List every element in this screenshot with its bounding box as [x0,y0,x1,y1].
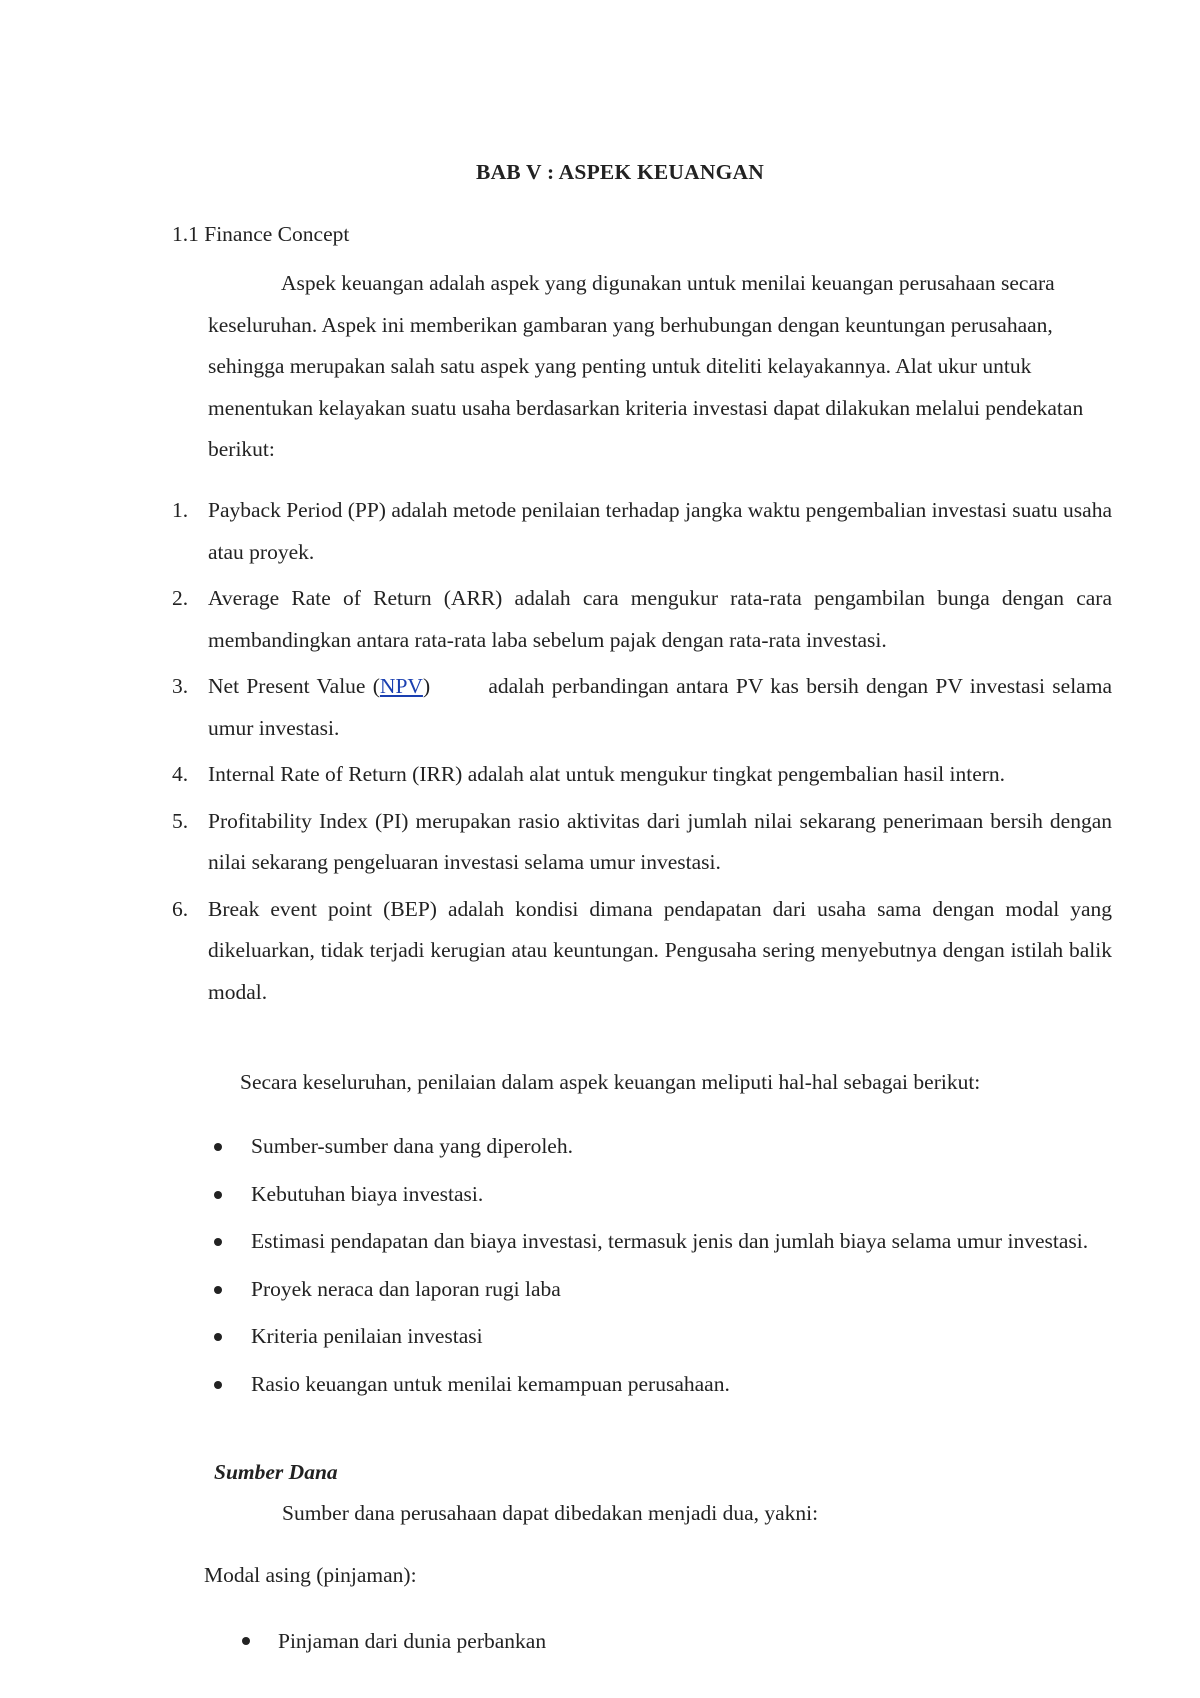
bullet-item [214,1364,1112,1406]
list-number: 1. [172,498,189,522]
bullet-dot-icon [214,1143,222,1151]
summary-paragraph: Secara keseluruhan, penilaian dalam aspek keuangan meliputi hal-hal sebagai berikut: [240,1070,981,1094]
bullet-dot-icon [214,1238,222,1246]
list-item-text: Internal Rate of Return (IRR) adalah alat untuk mengukur tingkat pengembalian hasil intern. [208,762,1006,786]
list-number: 3. [172,674,189,698]
bullet-item [214,1221,1112,1263]
bullet-text: Proyek neraca dan laporan rugi laba [251,1276,561,1301]
list-item-text: Break event point (BEP) adalah kondisi dimana pendapatan dari usaha sama dengan modal yang dikeluarkan, tidak terjadi kerugian atau keuntungan. Pengusaha sering menyebutnya dengan istilah balik modal. [208,896,1112,1004]
modal-asing-list [242,1621,546,1663]
bullet-dot-icon [214,1381,222,1389]
list-item [172,801,1112,884]
list-item [172,578,1112,661]
bullet-item [214,1126,1112,1168]
bullet-text: Estimasi pendapatan dan biaya investasi, termasuk jenis dan jumlah biaya selama umur investasi. [251,1229,1089,1253]
bullet-text: Kebutuhan biaya investasi. [251,1181,484,1206]
list-item [172,889,1112,1014]
bullet-text: Sumber-sumber dana yang diperoleh. [251,1134,573,1158]
section-heading: 1.1 Finance Concept [172,222,350,246]
bullet-text: Rasio keuangan untuk menilai kemampuan perusahaan. [251,1371,730,1396]
sumber-dana-heading: Sumber Dana [214,1460,338,1484]
list-item [172,666,1118,749]
list-item-text-prefix: Net Present Value ( [208,674,380,698]
assessment-list [214,1126,1112,1411]
bullet-dot-icon [214,1333,222,1341]
list-item-text: Profitability Index (PI) merupakan rasio aktivitas dari jumlah nilai sekarang penerimaan bersih dengan nilai sekarang pengeluaran investasi selama umur investasi. [208,808,1112,874]
modal-asing-label: Modal asing (pinjaman): [204,1563,417,1587]
bullet-text: Pinjaman dari dunia perbankan [278,1629,547,1653]
intro-paragraph: Aspek keuangan adalah aspek yang digunakan untuk menilai keuangan perusahaan secara keseluruhan. Aspek ini memberikan gambaran yang berhubungan dengan keuntungan perusahaan, sehingga merupakan salah satu aspek yang penting untuk diteliti kelayakannya. Alat ukur untuk menentukan kelayakan suatu usaha berdasarkan kriteria investasi dapat dilakukan melalui pendekatan berikut: [208,271,1084,461]
bullet-dot-icon [214,1191,222,1199]
bullet-item [242,1621,546,1663]
bullet-dot-icon [214,1286,222,1294]
list-item [172,490,1112,573]
bullet-item [214,1269,1112,1311]
bullet-dot-icon [242,1637,250,1645]
bullet-item [214,1316,1112,1358]
list-number: 6. [172,896,189,921]
bullet-text: Kriteria penilaian investasi [251,1324,483,1348]
list-number: 4. [172,762,189,786]
list-item-text: Payback Period (PP) adalah metode penilaian terhadap jangka waktu pengembalian investasi suatu usaha atau proyek. [208,498,1112,564]
criteria-list [172,490,1118,1018]
sumber-dana-paragraph: Sumber dana perusahaan dapat dibedakan menjadi dua, yakni: [282,1501,819,1525]
bullet-item [214,1174,1112,1216]
list-item-text: Average Rate of Return (ARR) adalah cara mengukur rata-rata pengambilan bunga dengan cara membandingkan antara rata-rata laba sebelum pajak dengan rata-rata investasi. [208,586,1112,652]
list-number: 5. [172,808,189,833]
list-item [172,754,1112,796]
chapter-title: BAB V : ASPEK KEUANGAN [476,160,764,184]
list-number: 2. [172,586,189,610]
list-item-text-suffix: ) adalah perbandingan antara PV kas bersih dengan PV investasi selama umur investasi. [208,674,1118,740]
npv-link[interactable]: NPV [379,674,423,698]
